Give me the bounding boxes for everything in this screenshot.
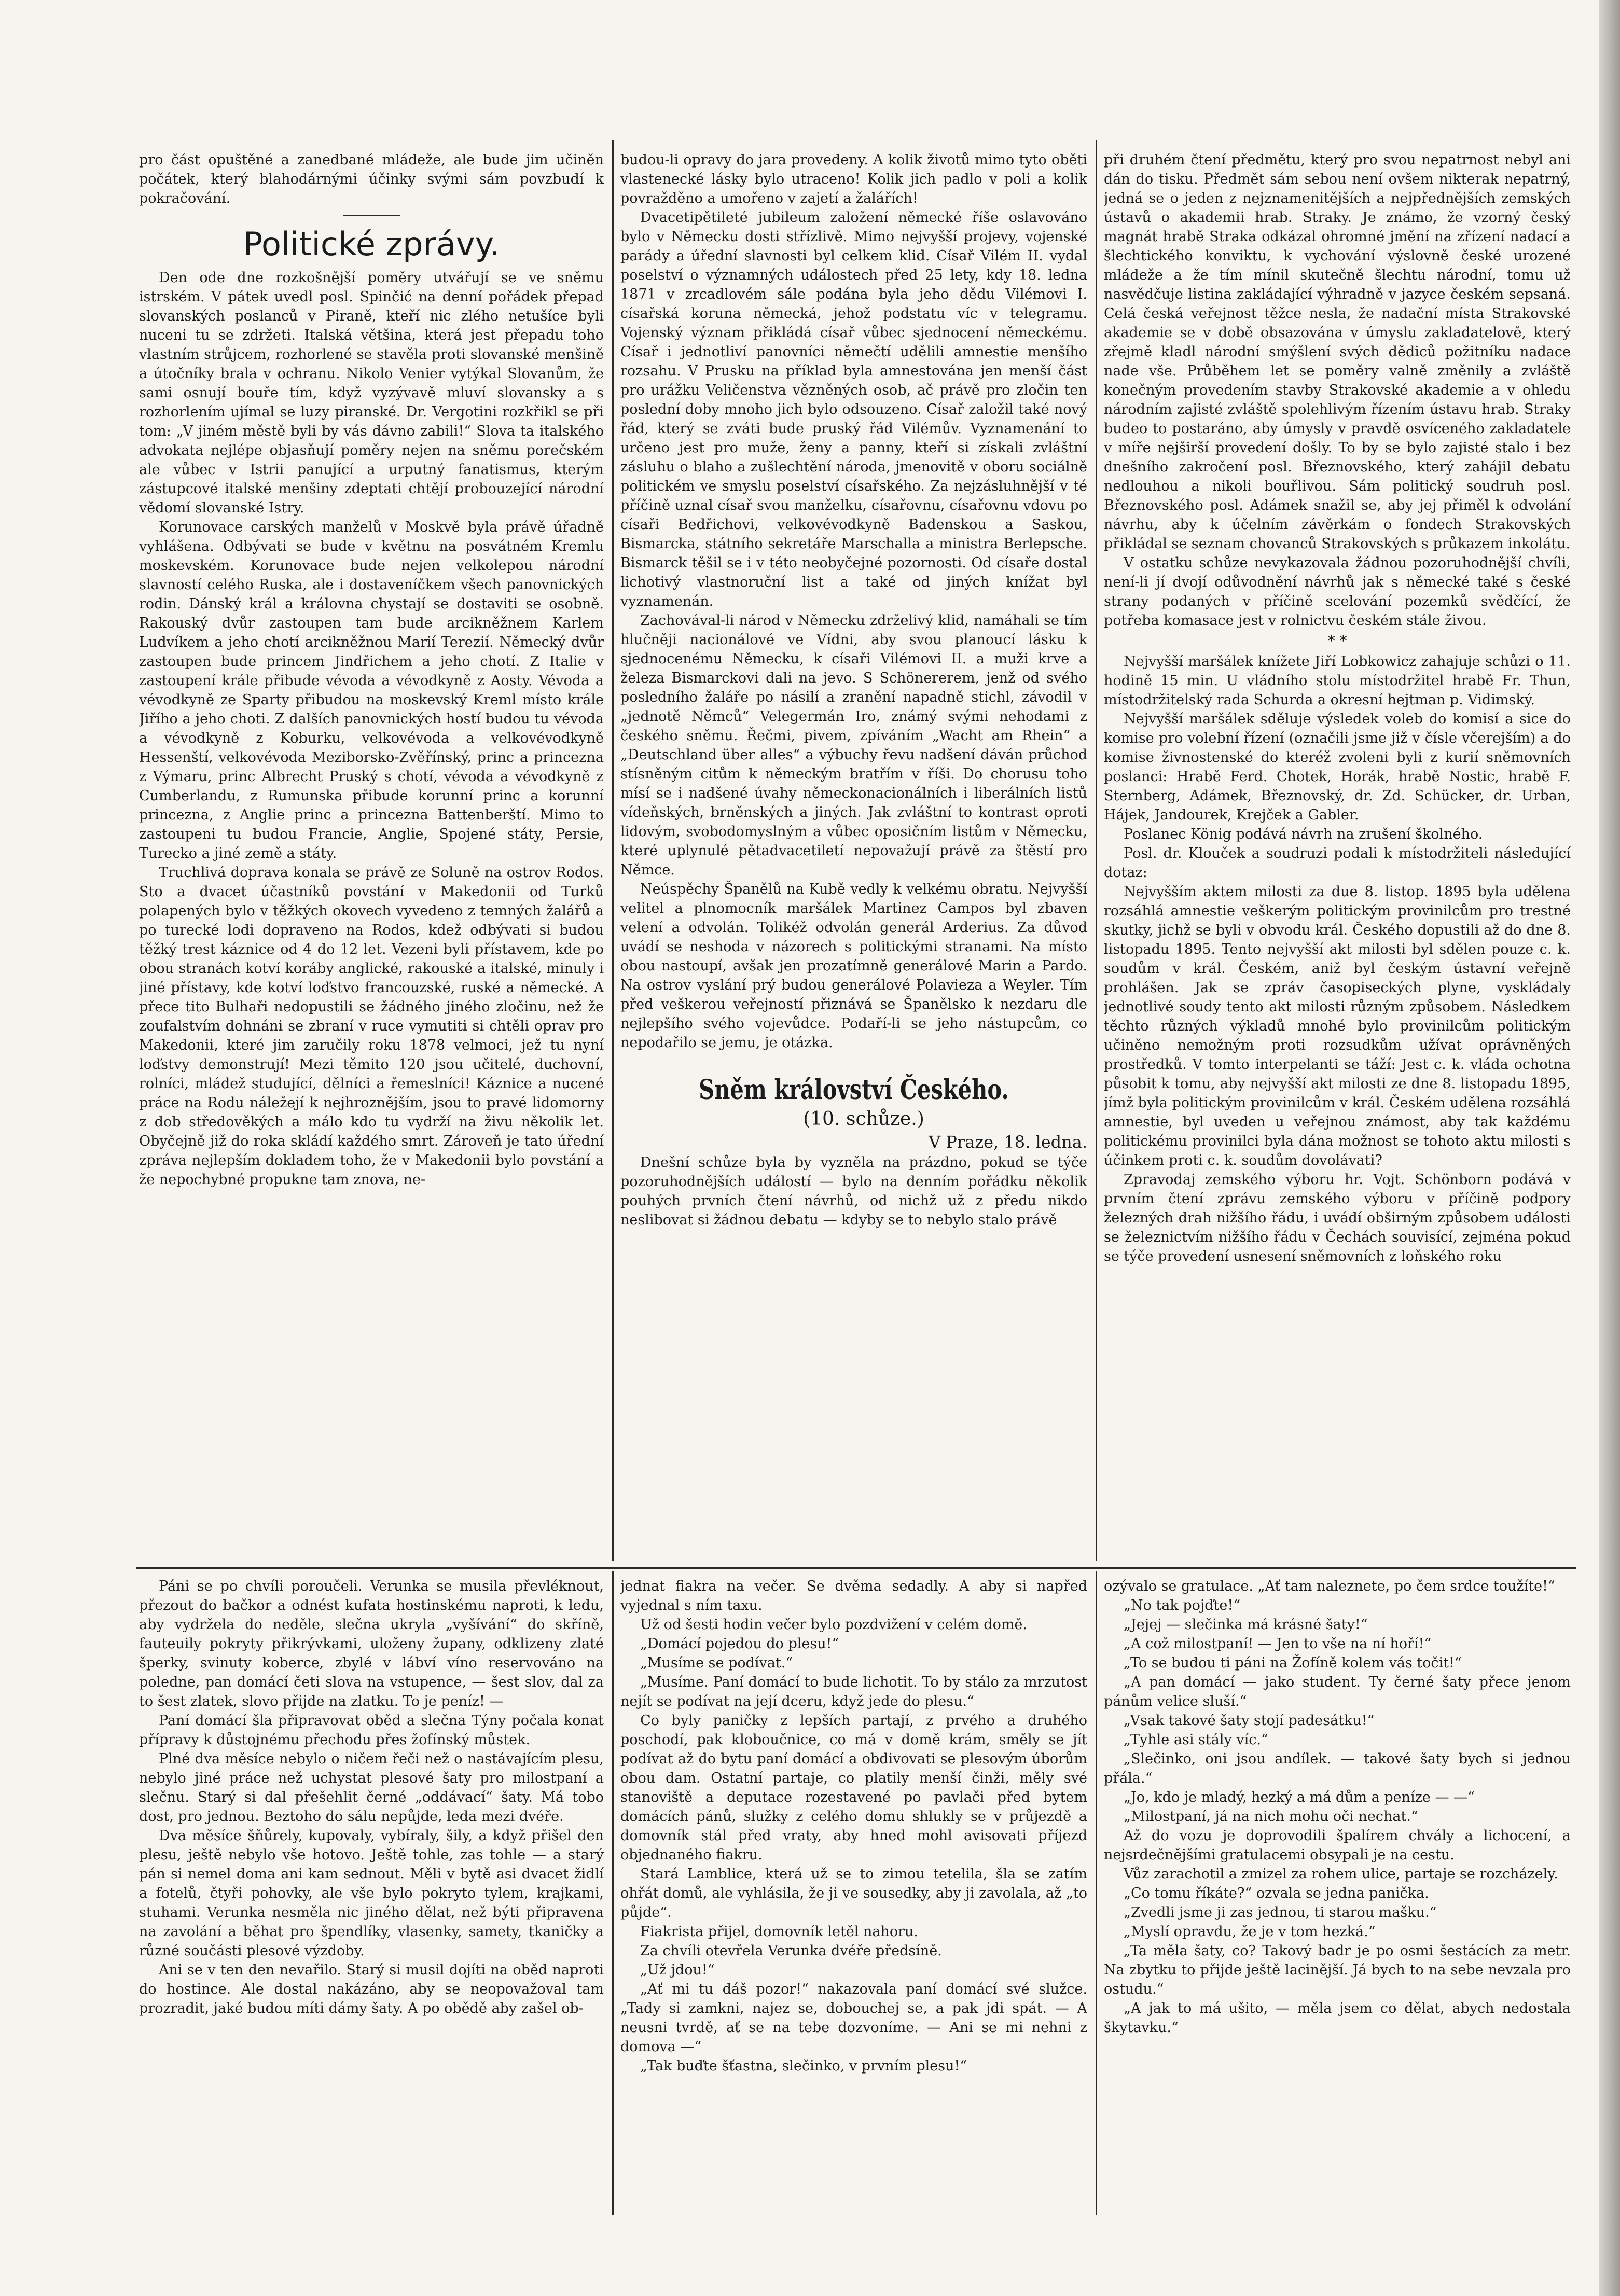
diet-opening: Nejvyšší maršálek knížete Jiří Lobkowicz zahajuje schůzi o 11. hodině 15 min. U vládního stolu místodržitel hrabě Fr. Thun, místodržitelský rada Schurda a okresní hejtman p. Vidimský. xyxy=(1104,653,1571,708)
feuilleton-c3-0: ozývalo se gratulace. „Ať tam naleznete, po čem srdce toužíte!“ xyxy=(1104,1578,1555,1594)
feuilleton-c1-2: Plné dva měsíce nebylo o ničem řeči než o nastávajícím plesu, nebylo jiné práce než uchystat plesové šaty pro milostpaní a slečnu. Starý si dal přešehlit černé „oddávací“ šaty. Má tobo dost, pro jednou. Beztoho do sálu nepůjde, leda mezi dvéře. xyxy=(139,1751,604,1825)
separator-stars: * * xyxy=(1327,632,1347,649)
feuilleton-c3-5: „A pan domácí — jako student. Ty černé šaty přece jenom pánům velice sluší.“ xyxy=(1104,1674,1571,1709)
feuilleton-c2-9: „Už jdou!“ xyxy=(640,1962,715,1978)
section-divider xyxy=(343,215,400,216)
column-middle-feuilleton xyxy=(620,1577,1087,2209)
article-macedonia: Truchlivá doprava konala se právě ze Soluně na ostrov Rodos. Sto a dvacet účastníků povstání v Makedonii od Turků polapených bylo v těžkých okovech vyvedeno z temných žalářů a po turecké lodi dopraveno na Rodos, kdež odbývati si budou těžký trest káznice od 4 do 12 let. Vezeni byli přístavem, kde po obou stranách kotví koráby anglické, rakouské a italské, minuly i jiné přístavy, kde kotví loďstvo francouzské, ruské a německé. A přece tito Bulhaři nedopustili se žádného jiného zločinu, než že zoufalstvím dohnáni se zbraní v ruce vymutiti si chtěli oprav pro Makedonii, které jim zaručily roku 1878 velmoci, jež tu nyní loďstvy demonstrují! Mezi těmito 120 jsou učitelé, duchovní, rolníci, mládež studující, dělníci a řemeslníci! Káznice a nucené práce na Rodu náležejí k nejhroznějším, jsou to pravé lidomorny z dob středověkých a málo kdo tu vydrží na živu několik let. Obyčejně již do roka skládí každého smrt. Zároveň je tato úřední zpráva nejlepším dokladem toho, že v Makedonii bylo povstání a že nepochybné propukne tam znova, ne- xyxy=(139,865,604,1188)
feuilleton-divider xyxy=(136,1567,1576,1569)
feuilleton-c3-15: „Myslí opravdu, že je v tom hezká.“ xyxy=(1124,1924,1376,1940)
diet-railway-report: Zpravodaj zemského výboru hr. Vojt. Schönborn podává v prvním čtení zprávu zemského výboru v příčině podpory železných drah nižšího řádu, i uvádí obširným způsobem události se železnictvím nižšího řádu v Čechách souvisící, zejména pokud se týče provedení usnesení sněmovních z loňského roku xyxy=(1104,1172,1571,1264)
feuilleton-divider-1 xyxy=(612,1571,614,2215)
article-continuation: budou-li opravy do jara provedeny. A kolik životů mimo tyto oběti vlastenecké lásky bylo utraceno! Kolik jich padlo v poli a kolik povražděno a umořeno v zajetí a žalářích! xyxy=(620,152,1087,206)
article-vienna-nationalists: Zachovával-li národ v Německu zdrželivý klid, namáhali se tím hlučněji nacionálové ve Vídni, aby svou planoucí lásku k sjednocenému Německu, k císaři Vilémovi II. a muži krve a železa Bismarckovi dali na jevo. S Schönererem, jenž od svého posledního žaláře po násilí a zranění napadně stichl, závodil v „jednotě Němců“ Velegermán Iro, známý svými nehodami z českého sněmu. Řečmi, pivem, zpíváním „Wacht am Rhein“ a „Deutschland über alles“ a výbuchy řevu nadšení dáván průchod stísněným citům k německým bratřím v říši. Do chorusu toho mísí se i nadšené úvahy německonacionálních i liberálních listů vídeňských, brněnských a jiných. Jak zvláštní to kontrast oproti lidovým, svobodomyslným a vůbec oposičním listům v Německu, které uplynulé pětadvacetiletí nepovažují právě za štěstí pro Němce. xyxy=(620,613,1087,878)
feuilleton-c3-9: „Jo, kdo je mladý, hezký a má dům a peníze — —“ xyxy=(1124,1789,1475,1805)
section-heading-politics: Politické zprávy. xyxy=(243,225,500,263)
feuilleton-c2-4: „Musíme. Paní domácí to bude lichotit. To by stálo za mrzutost nejít se podívat na její dceru, když jede do plesu.“ xyxy=(620,1674,1087,1709)
article-istria: Den ode dne rozkošnější poměry utvářují se ve sněmu istrském. V pátek uvedl posl. Spinčić na denní pořádek přepad slovanských poslanců v Piraně, kteří nic zlého netušíce byli nuceni tu se zdržeti. Italská většina, která jest přepadu toho vlastním strůjcem, rozhorlené se stavěla proti slovanské menšině a útočníky brala v ochranu. Nikolo Venier vytýkal Slovanům, že sami osnují bouře tím, když vyzývavě mluví slovansky a s rozhorlením ujímal se luzy piranské. Dr. Vergotini rozkřikl se při tom: „V jiném městě byli by vás dávno zabili!“ Slova ta italského advokata nejlépe objasňují poměry nejen na sněmu porečském ale vůbec v Istrii panující a urputný fanatismus, kterým zástupcové italské menšiny zdeptati chtějí probouzející národní vědomí slovanské Istry. xyxy=(139,270,604,516)
feuilleton-c2-2: „Domácí pojedou do plesu!“ xyxy=(640,1636,839,1652)
article-coronation: Korunovace carských manželů v Moskvě byla právě úřadně vyhlášena. Odbývati se bude v květnu na posvátném Kremlu moskevském. Korunovace bude nejen velkolepou národní slavností celého Ruska, ale i dostaveníčkem všech panovnických rodin. Dánský král a královna chystají se dostaviti se osobně. Rakouský dvůr zastoupen tam bude arcikněžnem Karlem Ludvíkem a jeho chotí arcikněžnou Marií Terezií. Německý dvůr zastoupen bude princem Jindřichem a jeho chotí. Z Italie v zastoupení krále přibude vévoda a vévodkyně z Aosty. Vévoda a vévodkyně ze Sparty přibudou na moskevský Kreml místo krále Jiřího a jeho choti. Z dalších panovnických hostí budou tu vévoda a vévodkyně z Koburku, velkovévoda a velkovévodkyně Hessenští, velkovévoda Meziborsko-Zvěřínský, princ a princezna z Výmaru, princ Albrecht Pruský s chotí, vévoda a vévodkyně z Cumberlandu, z Rumunska přibude korunní princ a korunní princezna, z Anglie princ a princezna Battenberští. Mimo to zastoupeni tu budou Francie, Anglie, Spojené státy, Persie, Turecko a jiné země a státy. xyxy=(139,519,604,861)
feuilleton-c3-13: „Co tomu říkáte?“ ozvala se jedna panička. xyxy=(1124,1885,1429,1901)
feuilleton-c3-2: „Jejej — slečinka má krásné šaty!“ xyxy=(1124,1617,1368,1633)
column-divider-2 xyxy=(1096,140,1097,1561)
article-cuba: Neúspěchy Španělů na Kubě vedly k velkému obratu. Nejvyšší velitel a plnomocník maršálek Martinez Campos byl zbaven velení a odvolán. Tolikéž odvolán generál Arderius. Za důvod uvádí se neshoda v názorech s politickými stranami. Na místo obou nastoupí, avšak jen prozatímně generálové Marin a Pardo. Na ostrov vyslání prý budou generálové Polavieza a Weyler. Tím před veškerou veřejností přiznává se Španělsko k nezdaru dle nejlepšího svého vojevůdce. Podaří-li se jeho nástupcům, co nepodařilo se jemu, je otázka. xyxy=(620,881,1087,1051)
diet-interpellation-intro: Posl. dr. Klouček a soudruzi podali k místodržiteli následující dotaz: xyxy=(1104,845,1571,881)
feuilleton-divider-2 xyxy=(1096,1571,1097,2215)
diet-interpellation-text: Nejvyšším aktem milosti za due 8. listop. 1895 byla udělena rozsáhlá amnestie veškerým politickým provinilcům pro trestné skutky, jichž se byli v obvodu král. Českého dopustili až do dne 8. listopadu 1895. Tento nejvyšší akt milosti byl sdělen pouze c. k. soudům v král. Českém, aniž byl českým ústavní veřejně prohlášen. Jak se zpráv časopiseckých plyne, vyskládaly jednotlivé soudy tento akt milosti různým způsobem. Následkem těchto různých výkladů mnohé bylo provinilcům politickým učiněno nemožným proti rozsudkům užívat oprávněných prostředků. V tomto interpelanti se táží: Jest c. k. vláda ochotna působit k tomu, aby nejvyšší akt milosti ze dne 8. listopadu 1895, jímž byla politickým provinilcům v král. Českém udělena rozsáhlá amnestie, byl uveden u veřejnou známost, aby tak každému politickému provinilci byla dána možnost se tohoto aktu milosti s účinkem proti c. k. soudům dovolávati? xyxy=(1104,884,1571,1168)
feuilleton-c2-0: jednat fiakra na večer. Se dvěma sedadly. A aby si napřed vyjednal s ním taxu. xyxy=(620,1578,1087,1613)
feuilleton-c3-1: „No tak pojďte!“ xyxy=(1124,1597,1241,1613)
feuilleton-c3-17: „A jak to má ušito, — měla jsem co dělat, abych nedostala škytavku.“ xyxy=(1104,2000,1571,2036)
feuilleton-c2-1: Už od šesti hodin večer bylo pozdvižení v celém domě. xyxy=(640,1617,1027,1633)
column-divider-1 xyxy=(612,140,614,1561)
feuilleton-c2-8: Za chvíli otevřela Verunka dvéře předsíně. xyxy=(640,1943,942,1959)
feuilleton-c3-7: „Tyhle asi stály víc.“ xyxy=(1124,1732,1268,1748)
feuilleton-c1-1: Paní domácí šla připravovat oběd a slečna Týny počala konat přípravy k důstojnému přechodu přes žofínský můstek. xyxy=(139,1713,604,1748)
feuilleton-c2-3: „Musíme se podívat.“ xyxy=(640,1655,793,1671)
column-right-upper xyxy=(1104,150,1571,1551)
feuilleton-c2-10: „Ať mi tu dáš pozor!“ nakazovala paní domácí své služce. „Tady si zamkni, najez se, dobouchej se, a pak jdi spát. — A neusni tvrdě, ať se na tebe dozvoníme. — Ani se mi nehni z domova —“ xyxy=(620,1981,1087,2055)
feuilleton-c2-5: Co byly paničky z lepších partají, z prvého a druhého poschodí, pak kloboučnice, co má v domě krám, směly se jít podívat až do bytu paní domácí a obdivovati se plesovým úborům obou dam. Ostatní partaje, co platily menší činži, měly své stanoviště a deputace rozestavené po pavlači před bytem domácích pánů, služky z celého domu shlukly se v průjezdě a domovník stál před vraty, aby hned mohl avisovati příjezd objednaného fiakru. xyxy=(620,1713,1087,1863)
feuilleton-c1-0: Páni se po chvíli poroučeli. Verunka se musila převléknout, přezout do bačkor a odnést kufata hostinskému naproti, k ledu, aby vydržela do neděle, slečna ukryla „vyšívání“ do skříně, fauteuily pokryty přikrývkami, uloženy župany, odklizeny zlaté šperky, svinuty koberce, zbylé v lábví víno reservováno na poledne, pan domácí četi slova na vstupence, — šest slov, dal za to šest zlatek, slovo přijde na zlatku. To je peníz! — xyxy=(139,1578,604,1709)
feuilleton-c3-6: „Vsak takové šaty stojí padesátku!“ xyxy=(1124,1713,1375,1729)
feuilleton-c2-11: „Tak buďte šťastna, slečinko, v prvním plesu!“ xyxy=(640,2058,967,2074)
diet-dateline: V Praze, 18. ledna. xyxy=(929,1132,1087,1152)
diet-report-intro: Dnešní schůze byla by vyzněla na prázdno, pokud se týče pozoruhodnějších událostí — bylo na denním pořádku několik pouhých prvních čtení návrhů, od nichž už z předu nikdo neslibovat si žádnou debatu — kdyby se to nebylo stalo právě xyxy=(620,1154,1087,1228)
diet-motion-konig: Poslanec König podává návrh na zrušení školného. xyxy=(1124,826,1483,842)
feuilleton-c3-12: Vůz zarachotil a zmizel za rohem ulice, partaje se rozcházely. xyxy=(1124,1866,1558,1882)
column-right-feuilleton xyxy=(1104,1577,1571,2209)
diet-heading: Sněm království Českého. xyxy=(699,1074,1009,1106)
column-left-feuilleton xyxy=(139,1577,604,2209)
diet-session-number: (10. schůze.) xyxy=(803,1108,924,1130)
feuilleton-c3-16: „Ta měla šaty, co? Takový badr je po osmi šestácích za metr. Na zbytku to přijde ještě lacinější. Já bych to na sebe nevzala pro ostudu.“ xyxy=(1104,1943,1571,1997)
feuilleton-c1-4: Ani se v ten den nevařilo. Starý si musil dojíti na oběd naproti do hostince. Ale dostal nakázáno, aby se neopovažoval tam prozradit, jaké budou míti dámy šaty. A po obědě aby zašel ob- xyxy=(139,1962,604,2016)
feuilleton-c3-8: „Slečinko, oni jsou andílek. — takové šaty bych si jednou přála.“ xyxy=(1104,1751,1571,1786)
feuilleton-c3-11: Až do vozu je doprovodili špalírem chvály a lichocení, a nejsrdečnějšími gratulacemi obsypali je na cestu. xyxy=(1104,1828,1571,1863)
feuilleton-c2-7: Fiakrista přijel, domovník letěl nahoru. xyxy=(640,1924,919,1940)
article-german-jubilee: Dvacetipětileté jubileum založení německé říše oslavováno bylo v Německu dosti střízlivě. Mimo nejvyšší projevy, vojenské parády a úřední slavnosti byl celkem klid. Císař Vilém II. vydal poselství o významných událostech před 25 lety, kdy 18. ledna 1871 v zrcadlovém sále podána byla jeho dědu Vilémovi I. císařská koruna německá, jehož podstatu víc v telegramu. Vojenský význam přikládá císař vůbec sjednocení německému. Císař i jednotliví panovníci němečtí udělili amnestie menšího rozsahu. V Prusku na příklad byla amnestována jen menší část pro urážku Veličenstva vězněných osob, ač právě pro zločin ten poslední doby mnoho jich bylo odsouzeno. Císař založil také nový řád, který se zváti bude pruský řád Vilémův. Vyznamenání to určeno jest pro muže, ženy a panny, kteří si získali zvláštní zásluhu o blaho a zušlechtění národa, jmenovitě v oboru sociálně politickém ve smyslu poselství císařského. Za nejzásluhnější v té příčině uznal císař svou manželku, císařovnu, císařovnu vdovu po císaři Bedřichovi, velkovévodkyně Badenskou a Saskou, Bismarcka, státního sekretáře Marschalla a ministra Berlepsche. Bismarck těšil se i v této neobyčejné pozornosti. Od císaře dostal lichotivý vlastnoruční list a také od jiných knížat byl vyznamenán. xyxy=(620,210,1087,609)
feuilleton-c2-6: Stará Lamblice, která už se to zimou tetelila, šla se zatím ohřát domů, ale vyhlásila, že ji ve sousedky, aby ji zavolala, až „to půjde“. xyxy=(620,1866,1087,1921)
feuilleton-c3-3: „A což milostpaní! — Jen to vše na ní hoří!“ xyxy=(1124,1636,1432,1652)
feuilleton-c3-10: „Milostpaní, já na nich mohu oči nechat.“ xyxy=(1124,1808,1418,1825)
diet-committees: Nejvyšší maršálek sděluje výsledek voleb do komisí a sice do komise pro volební řízení (označili jsme již v čísle včerejším) a do komise živnostenské do kteréž zvoleni byli z kurií sněmovních poslanci: Hrabě Ferd. Chotek, Horák, hrabě Nostic, hrabě F. Sternberg, Adámek, Březnovský, dr. Zd. Schücker, dr. Urban, Hájek, Jandourek, Krejček a Gabler. xyxy=(1104,711,1571,823)
column-middle-upper xyxy=(620,150,1087,1551)
diet-report-remaining: V ostatku schůze nevykazovala žádnou pozoruhodnější chvíli, není-li jí dvojí odůvodnění návrhů jak s německé také s české strany podaných v příčině scelování pozemků svědčící, že potřeba komasace jest v rolnictvu českém stále živou. xyxy=(1104,555,1571,629)
column-left-upper xyxy=(139,150,604,1551)
page-edge-shadow xyxy=(1599,0,1620,2296)
intro-paragraph: pro část opuštěné a zanedbané mládeže, ale bude jim učiněn počátek, který blahodárnými účinky svými sám povzbudí k pokračování. xyxy=(139,152,604,206)
feuilleton-c3-4: „To se budou ti páni na Žofíně kolem vás točit!“ xyxy=(1124,1655,1462,1671)
feuilleton-c1-3: Dva měsíce šňůrely, kupovaly, vybíraly, šily, a když přišel den plesu, ještě nebylo vše hotovo. Ještě tohle, zas tohle — a starý pán si nemel doma ani kam sednout. Měli v bytě asi dvacet židlí a fotelů, čtyři pohovky, ale vše bylo pokryto tylem, krajkami, stuhami. Verunka nesměla nic jiného dělat, než býti připravena na zavolání a běhat pro špendlíky, vlasenky, samety, tkaničky a různé součásti plesové výzdoby. xyxy=(139,1828,604,1959)
diet-report-straka: při druhém čtení předmětu, který pro svou nepatrnost nebyl ani dán do tisku. Předmět sám sebou není ovšem nikterak nepatrný, jedná se o jeden z nejznamenitějších a nejpřednějších zemských ústavů o akademii hrab. Straky. Je známo, že vzorný český magnát hrabě Straka odkázal ohromné jmění na zřízení nadací a šlechtického konviktu, k vychování výslovně české urozené mládeže a že tím mínil skutečně šlechtu národní, tomu už nasvědčuje listina zakládající výhradně v jazyce českém sepsaná. Celá česká veřejnost těžce nesla, že nadační místa Strakovské akademie se v době obsazována v úmyslu zakladatelově, který zřejmě kladl národní smýšlení svých dědiců požitníku nadace nade vše. Průběhem let se poměry valně změnily a zvláště konečným provedením stavby Strakovské akademie a v ohledu národním zajisté zvláště spolehlivým řízením ústavu hrab. Straky budeo to postaráno, aby úmysly v pravdě osvíceného zakladatele v míře nejširší provedení došly. To by se bylo zajisté stalo i bez dnešního zakročení posl. Březnovského, který zahájil debatu nedlouhou a nikoli bouřlivou. Sám politický soudruh posl. Březnovského posl. Adámek snažil se, aby jej přiměl k odvolání návrhu, aby k účelním závěrkám o fondech Strakovských přikládal se seznam chovanců Strakovských s průkazem inkolátu. xyxy=(1104,152,1571,552)
feuilleton-c3-14: „Zvedli jsme ji zas jednou, ti starou mašku.“ xyxy=(1124,1904,1437,1921)
